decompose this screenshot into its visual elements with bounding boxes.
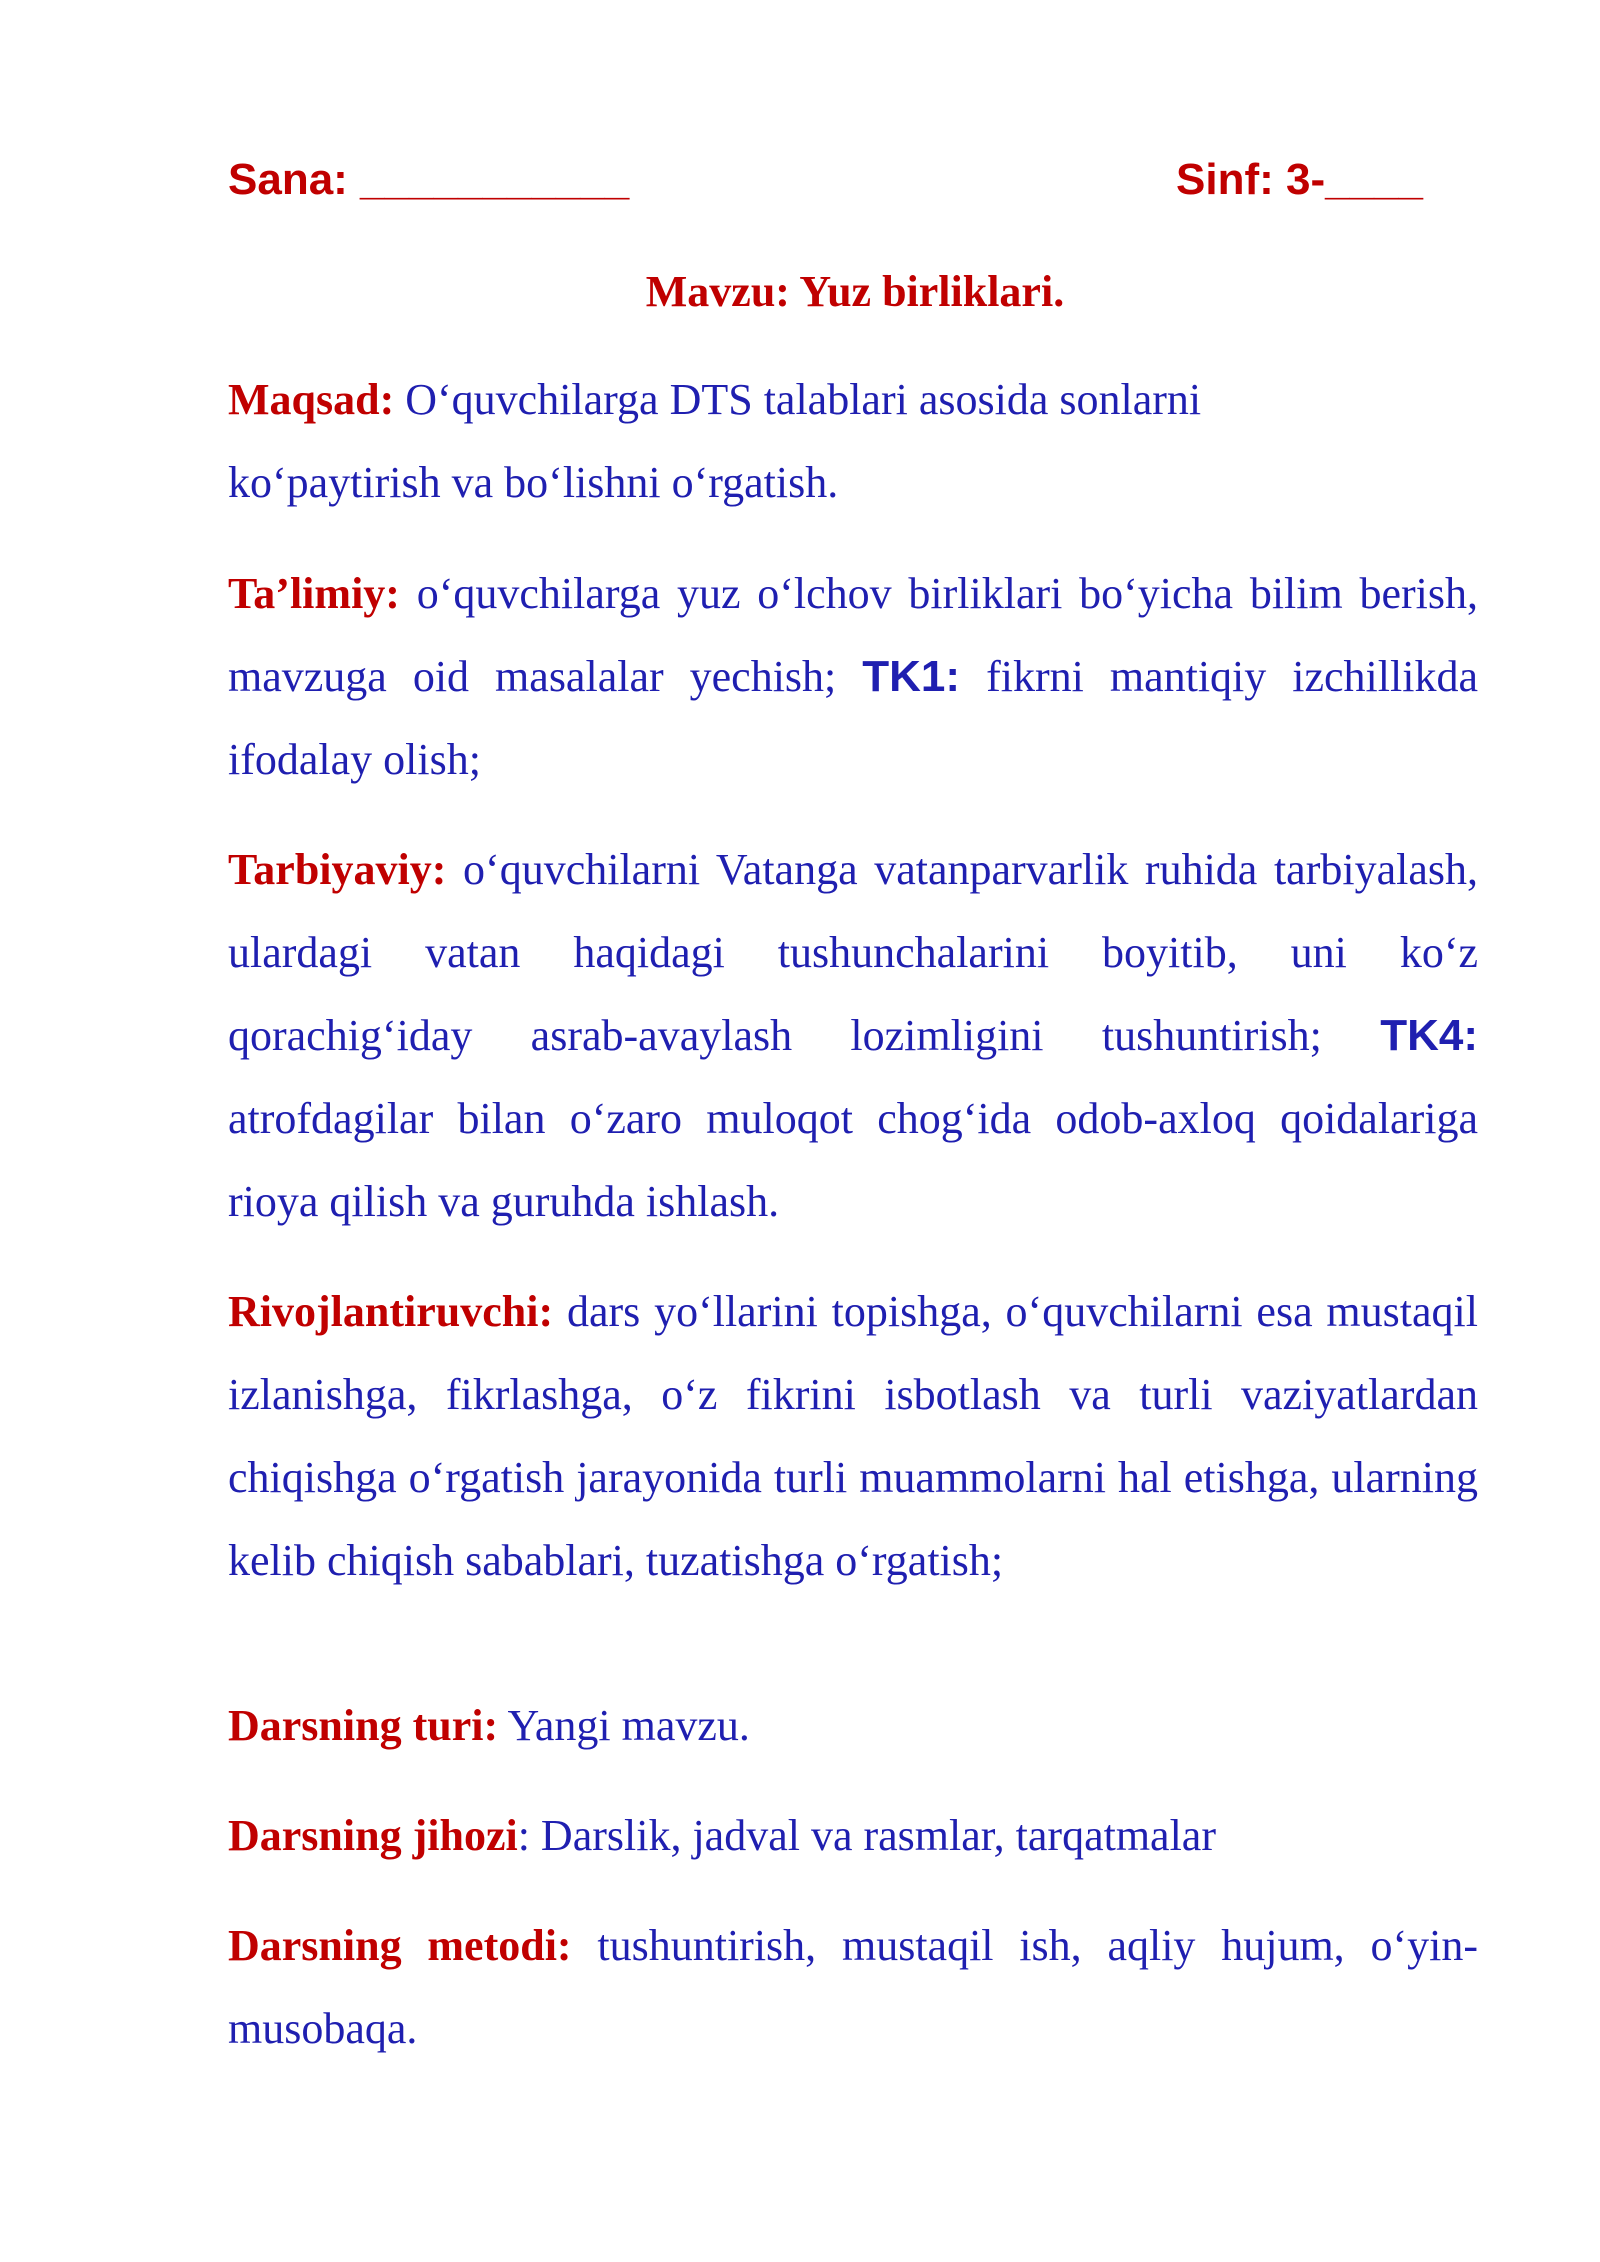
developmental-section (228, 1270, 1478, 1602)
header-row (228, 150, 1428, 210)
tk4-label: TK4: (1380, 1011, 1478, 1060)
date-field: Sana: ___________ (228, 155, 630, 204)
tk4-text: atrofdagilar bilan o‘zaro muloqot chog‘ida odob-axloq qoidalariga rioya qilish va guruhda ishlash. (228, 1094, 1478, 1226)
lesson-equipment-label: Darsning jihozi (228, 1811, 518, 1860)
tk1-label: TK1: (862, 652, 961, 701)
lesson-title: Mavzu: Yuz birliklari. (645, 267, 1065, 316)
lesson-type-section (228, 1684, 1478, 1767)
developmental-label: Rivojlantiruvchi: (228, 1287, 554, 1336)
lesson-type-text: Yangi mavzu. (498, 1701, 750, 1750)
goal-text-line1: O‘quvchilarga DTS talablari asosida sonlarni (394, 375, 1202, 424)
goal-label: Maqsad: (228, 375, 395, 424)
educational-section (228, 552, 1478, 801)
class-field: Sinf: 3-____ (1176, 155, 1423, 204)
goal-section (228, 358, 1478, 524)
lesson-type-label: Darsning turi: (228, 1701, 499, 1750)
lesson-equipment-text: : Darslik, jadval va rasmlar, tarqatmalar (517, 1811, 1216, 1860)
educational-text: o‘quvchilarga yuz o‘lchov birliklari bo‘yicha bilim berish, mavzuga oid masalalar yechish; (228, 569, 1478, 701)
lesson-method-text: tushuntirish, mustaqil ish, aqliy hujum, o‘yin-musobaqa. (228, 1921, 1478, 2053)
goal-text-line2: ko‘paytirish va bo‘lishni o‘rgatish. (228, 458, 839, 507)
educational-label: Ta’limiy: (228, 569, 400, 618)
upbringing-label: Tarbiyaviy: (228, 845, 447, 894)
developmental-text: dars yo‘llarini topishga, o‘quvchilarni esa mustaqil izlanishga, fikrlashga, o‘z fikrini isbotlash va turli vaziyatlardan chiqishga o‘rgatish jarayonida turli muammolarni hal etishga, ularning kelib chiqish sabablari, tuzatishga o‘rgatish; (228, 1287, 1478, 1585)
upbringing-text: o‘quvchilarni Vatanga vatanparvarlik ruhida tarbiyalash, ulardagi vatan haqidagi tushunchalarini boyitib, uni ko‘z qorachig‘iday asrab-avaylash lozimligini tushuntirish; (228, 845, 1478, 1060)
upbringing-section (228, 828, 1478, 1243)
tk1-text: fikrni mantiqiy izchillikda ifodalay olish; (228, 652, 1478, 784)
lesson-equipment-section (228, 1794, 1478, 1877)
lesson-method-section (228, 1904, 1478, 2070)
lesson-method-label: Darsning metodi: (228, 1921, 572, 1970)
